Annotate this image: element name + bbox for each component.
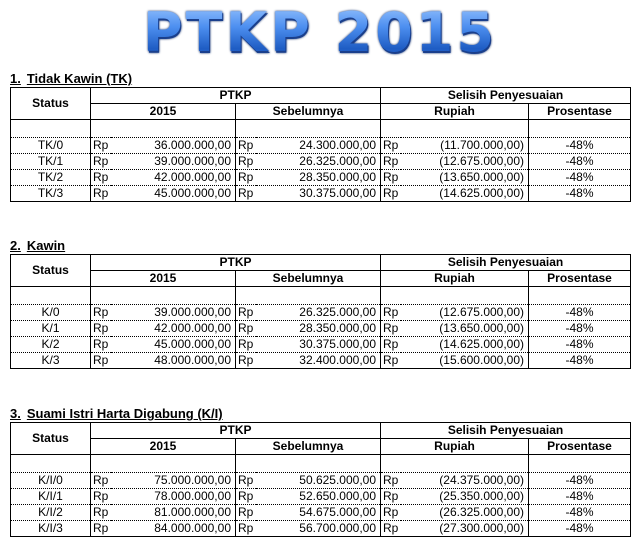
prosentase-cell: -48% (529, 321, 631, 337)
prosentase-header: Prosentase (529, 104, 631, 120)
currency-label: Rp (236, 473, 256, 489)
section-number: 3. (10, 406, 21, 421)
ptkp-2015-cell: 42.000.000,00 (111, 170, 236, 186)
status-cell: K/I/2 (11, 505, 91, 521)
table-row (11, 321, 631, 337)
currency-label: Rp (236, 337, 256, 353)
year-header: 2015 (91, 439, 236, 455)
currency-label: Rp (381, 305, 401, 321)
currency-label: Rp (91, 473, 111, 489)
ptkp-2015-cell: 36.000.000,00 (111, 138, 236, 154)
prosentase-cell: -48% (529, 521, 631, 537)
rupiah-cell: (12.675.000,00) (401, 154, 529, 170)
section-heading (10, 71, 630, 87)
sebelumnya-header: Sebelumnya (236, 104, 381, 120)
ptkp-2015-cell: 39.000.000,00 (111, 154, 236, 170)
sebelumnya-cell: 28.350.000,00 (256, 321, 381, 337)
ptkp-table (10, 254, 631, 369)
status-cell: K/2 (11, 337, 91, 353)
sebelumnya-header: Sebelumnya (236, 439, 381, 455)
currency-label: Rp (381, 154, 401, 170)
ptkp-2015-cell: 48.000.000,00 (111, 353, 236, 369)
table-row (11, 170, 631, 186)
currency-label: Rp (91, 321, 111, 337)
sebelumnya-cell: 52.650.000,00 (256, 489, 381, 505)
ptkp-header: PTKP (91, 88, 381, 104)
sebelumnya-cell: 30.375.000,00 (256, 186, 381, 202)
currency-label: Rp (381, 186, 401, 202)
rupiah-header: Rupiah (381, 271, 529, 287)
currency-label: Rp (236, 154, 256, 170)
rupiah-cell: (12.675.000,00) (401, 305, 529, 321)
rupiah-cell: (11.700.000,00) (401, 138, 529, 154)
rupiah-cell: (13.650.000,00) (401, 321, 529, 337)
table-row (11, 489, 631, 505)
status-cell: TK/2 (11, 170, 91, 186)
currency-label: Rp (381, 353, 401, 369)
sebelumnya-cell: 54.675.000,00 (256, 505, 381, 521)
currency-label: Rp (236, 138, 256, 154)
status-cell: K/0 (11, 305, 91, 321)
table-row (11, 138, 631, 154)
currency-label: Rp (236, 321, 256, 337)
table-row (11, 337, 631, 353)
year-header: 2015 (91, 104, 236, 120)
ptkp-2015-cell: 81.000.000,00 (111, 505, 236, 521)
status-header: Status (11, 423, 91, 455)
prosentase-cell: -48% (529, 154, 631, 170)
sebelumnya-cell: 26.325.000,00 (256, 305, 381, 321)
currency-label: Rp (381, 170, 401, 186)
status-cell: TK/3 (11, 186, 91, 202)
status-header: Status (11, 255, 91, 287)
rupiah-cell: (14.625.000,00) (401, 186, 529, 202)
table-row (11, 154, 631, 170)
rupiah-cell: (14.625.000,00) (401, 337, 529, 353)
currency-label: Rp (91, 505, 111, 521)
rupiah-header: Rupiah (381, 439, 529, 455)
currency-label: Rp (381, 521, 401, 537)
status-cell: K/1 (11, 321, 91, 337)
currency-label: Rp (236, 505, 256, 521)
section-name: Tidak Kawin (TK) (26, 71, 133, 86)
section-name: Suami Istri Harta Digabung (K/I) (26, 406, 223, 421)
section-kawin (10, 238, 630, 369)
status-header: Status (11, 88, 91, 120)
status-cell: K/3 (11, 353, 91, 369)
rupiah-cell: (26.325.000,00) (401, 505, 529, 521)
prosentase-header: Prosentase (529, 439, 631, 455)
spacer-row (11, 287, 631, 305)
currency-label: Rp (91, 138, 111, 154)
currency-label: Rp (236, 186, 256, 202)
ptkp-table (10, 87, 631, 202)
currency-label: Rp (91, 305, 111, 321)
sebelumnya-cell: 56.700.000,00 (256, 521, 381, 537)
section-heading (10, 238, 630, 254)
currency-label: Rp (236, 489, 256, 505)
section-heading (10, 406, 630, 422)
prosentase-cell: -48% (529, 505, 631, 521)
selisih-header: Selisih Penyesuaian (381, 423, 631, 439)
sebelumnya-cell: 50.625.000,00 (256, 473, 381, 489)
currency-label: Rp (381, 337, 401, 353)
table-row (11, 305, 631, 321)
ptkp-2015-cell: 78.000.000,00 (111, 489, 236, 505)
prosentase-cell: -48% (529, 489, 631, 505)
section-number: 1. (10, 71, 21, 86)
currency-label: Rp (236, 170, 256, 186)
sebelumnya-cell: 24.300.000,00 (256, 138, 381, 154)
page-title: PTKP 2015 (0, 2, 640, 64)
ptkp-2015-cell: 45.000.000,00 (111, 337, 236, 353)
status-cell: TK/0 (11, 138, 91, 154)
rupiah-cell: (15.600.000,00) (401, 353, 529, 369)
currency-label: Rp (381, 473, 401, 489)
prosentase-cell: -48% (529, 305, 631, 321)
section-tidak-kawin (10, 71, 630, 202)
currency-label: Rp (91, 353, 111, 369)
currency-label: Rp (381, 321, 401, 337)
table-row (11, 353, 631, 369)
currency-label: Rp (91, 489, 111, 505)
prosentase-cell: -48% (529, 337, 631, 353)
table-row (11, 505, 631, 521)
table-row (11, 186, 631, 202)
sebelumnya-cell: 28.350.000,00 (256, 170, 381, 186)
prosentase-cell: -48% (529, 353, 631, 369)
prosentase-header: Prosentase (529, 271, 631, 287)
ptkp-2015-cell: 84.000.000,00 (111, 521, 236, 537)
spacer-row (11, 120, 631, 138)
currency-label: Rp (381, 489, 401, 505)
currency-label: Rp (381, 138, 401, 154)
section-harta-digabung (10, 406, 630, 537)
year-header: 2015 (91, 271, 236, 287)
ptkp-header: PTKP (91, 423, 381, 439)
currency-label: Rp (91, 337, 111, 353)
currency-label: Rp (236, 521, 256, 537)
table-row (11, 521, 631, 537)
status-cell: K/I/3 (11, 521, 91, 537)
status-cell: K/I/1 (11, 489, 91, 505)
currency-label: Rp (91, 521, 111, 537)
rupiah-cell: (13.650.000,00) (401, 170, 529, 186)
ptkp-2015-cell: 75.000.000,00 (111, 473, 236, 489)
status-cell: K/I/0 (11, 473, 91, 489)
table-row (11, 473, 631, 489)
ptkp-2015-cell: 45.000.000,00 (111, 186, 236, 202)
rupiah-cell: (25.350.000,00) (401, 489, 529, 505)
spacer-row (11, 455, 631, 473)
sebelumnya-cell: 30.375.000,00 (256, 337, 381, 353)
currency-label: Rp (381, 505, 401, 521)
currency-label: Rp (91, 170, 111, 186)
selisih-header: Selisih Penyesuaian (381, 88, 631, 104)
prosentase-cell: -48% (529, 170, 631, 186)
prosentase-cell: -48% (529, 138, 631, 154)
currency-label: Rp (236, 353, 256, 369)
prosentase-cell: -48% (529, 473, 631, 489)
section-name: Kawin (26, 238, 66, 253)
sebelumnya-cell: 32.400.000,00 (256, 353, 381, 369)
ptkp-2015-cell: 39.000.000,00 (111, 305, 236, 321)
prosentase-cell: -48% (529, 186, 631, 202)
rupiah-header: Rupiah (381, 104, 529, 120)
ptkp-table (10, 422, 631, 537)
status-cell: TK/1 (11, 154, 91, 170)
ptkp-2015-cell: 42.000.000,00 (111, 321, 236, 337)
ptkp-header: PTKP (91, 255, 381, 271)
sebelumnya-cell: 26.325.000,00 (256, 154, 381, 170)
currency-label: Rp (91, 186, 111, 202)
section-number: 2. (10, 238, 21, 253)
currency-label: Rp (91, 154, 111, 170)
currency-label: Rp (236, 305, 256, 321)
rupiah-cell: (27.300.000,00) (401, 521, 529, 537)
rupiah-cell: (24.375.000,00) (401, 473, 529, 489)
sebelumnya-header: Sebelumnya (236, 271, 381, 287)
selisih-header: Selisih Penyesuaian (381, 255, 631, 271)
